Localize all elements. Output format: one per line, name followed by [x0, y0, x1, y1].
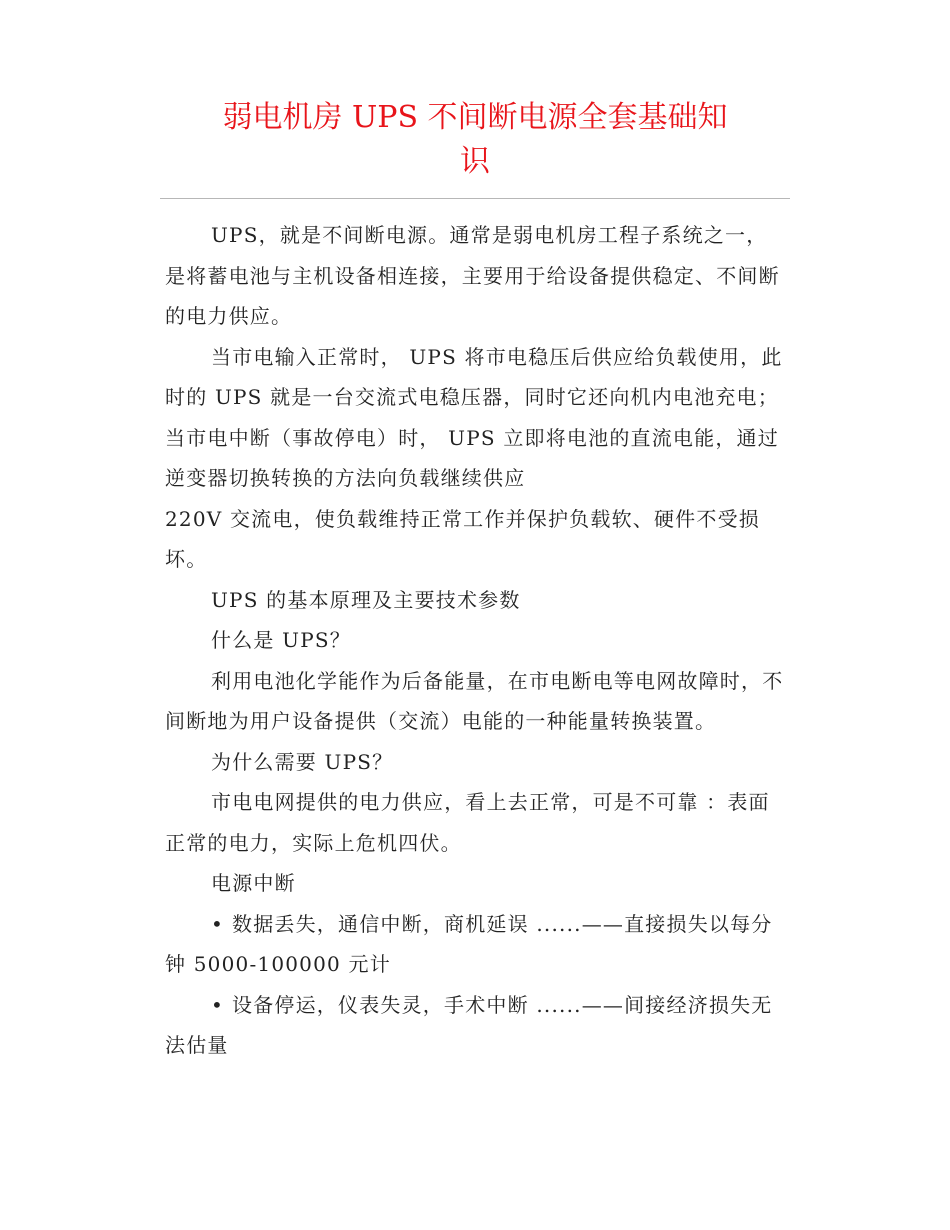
- bullet-text: 数据丢失，通信中断，商机延误 ......——直接损失以每分钟 5000-100000 元计: [165, 911, 773, 976]
- paragraph-ups-operation: 当市电输入正常时， UPS 将市电稳压后供应给负载使用，此时的 UPS 就是一台交流式电稳压器，同时它还向机内电池充电；当市电中断（事故停电）时， UPS 立即将电池的直流电能，通过逆变器切换转换的方法向负载继续供应: [165, 344, 783, 490]
- list-item: [165, 985, 785, 1066]
- title-line-1: 弱电机房 UPS 不间断电源全套基础知: [222, 100, 728, 135]
- list-item: [165, 904, 785, 985]
- paragraph-ups-operation-cont: 220V 交流电，使负载维持正常工作并保护负载软、硬件不受损坏。: [165, 506, 760, 571]
- question-why-ups: 为什么需要 UPS？: [211, 749, 394, 774]
- paragraph-power-unreliable: 市电电网提供的电力供应，看上去正常，可是不可靠 ：表面正常的电力，实际上危机四伏。: [165, 790, 770, 855]
- document-title: [165, 96, 785, 184]
- question-what-is-ups: 什么是 UPS？: [211, 628, 351, 652]
- bullet-icon: •: [211, 992, 224, 1017]
- bullet-text: 设备停运，仪表失灵，手术中断 ......——间接经济损失无法估量: [165, 992, 773, 1057]
- title-divider: [160, 198, 790, 199]
- paragraph-ups-definition: UPS，就是不间断电源。通常是弱电机房工程子系统之一，是将蓄电池与主机设备相连接，主要用于给设备提供稳定、不间断的电力供应。: [165, 223, 780, 328]
- bullet-icon: •: [211, 911, 224, 936]
- paragraph-ups-answer: 利用电池化学能作为后备能量，在市电断电等电网故障时，不间断地为用户设备提供（交流）电能的一种能量转换装置。: [165, 668, 784, 733]
- document-body: [165, 215, 785, 1066]
- title-line-2: 识: [460, 144, 490, 179]
- subheading-power-outage: 电源中断: [211, 871, 296, 895]
- section-heading-principles: UPS 的基本原理及主要技术参数: [211, 587, 521, 612]
